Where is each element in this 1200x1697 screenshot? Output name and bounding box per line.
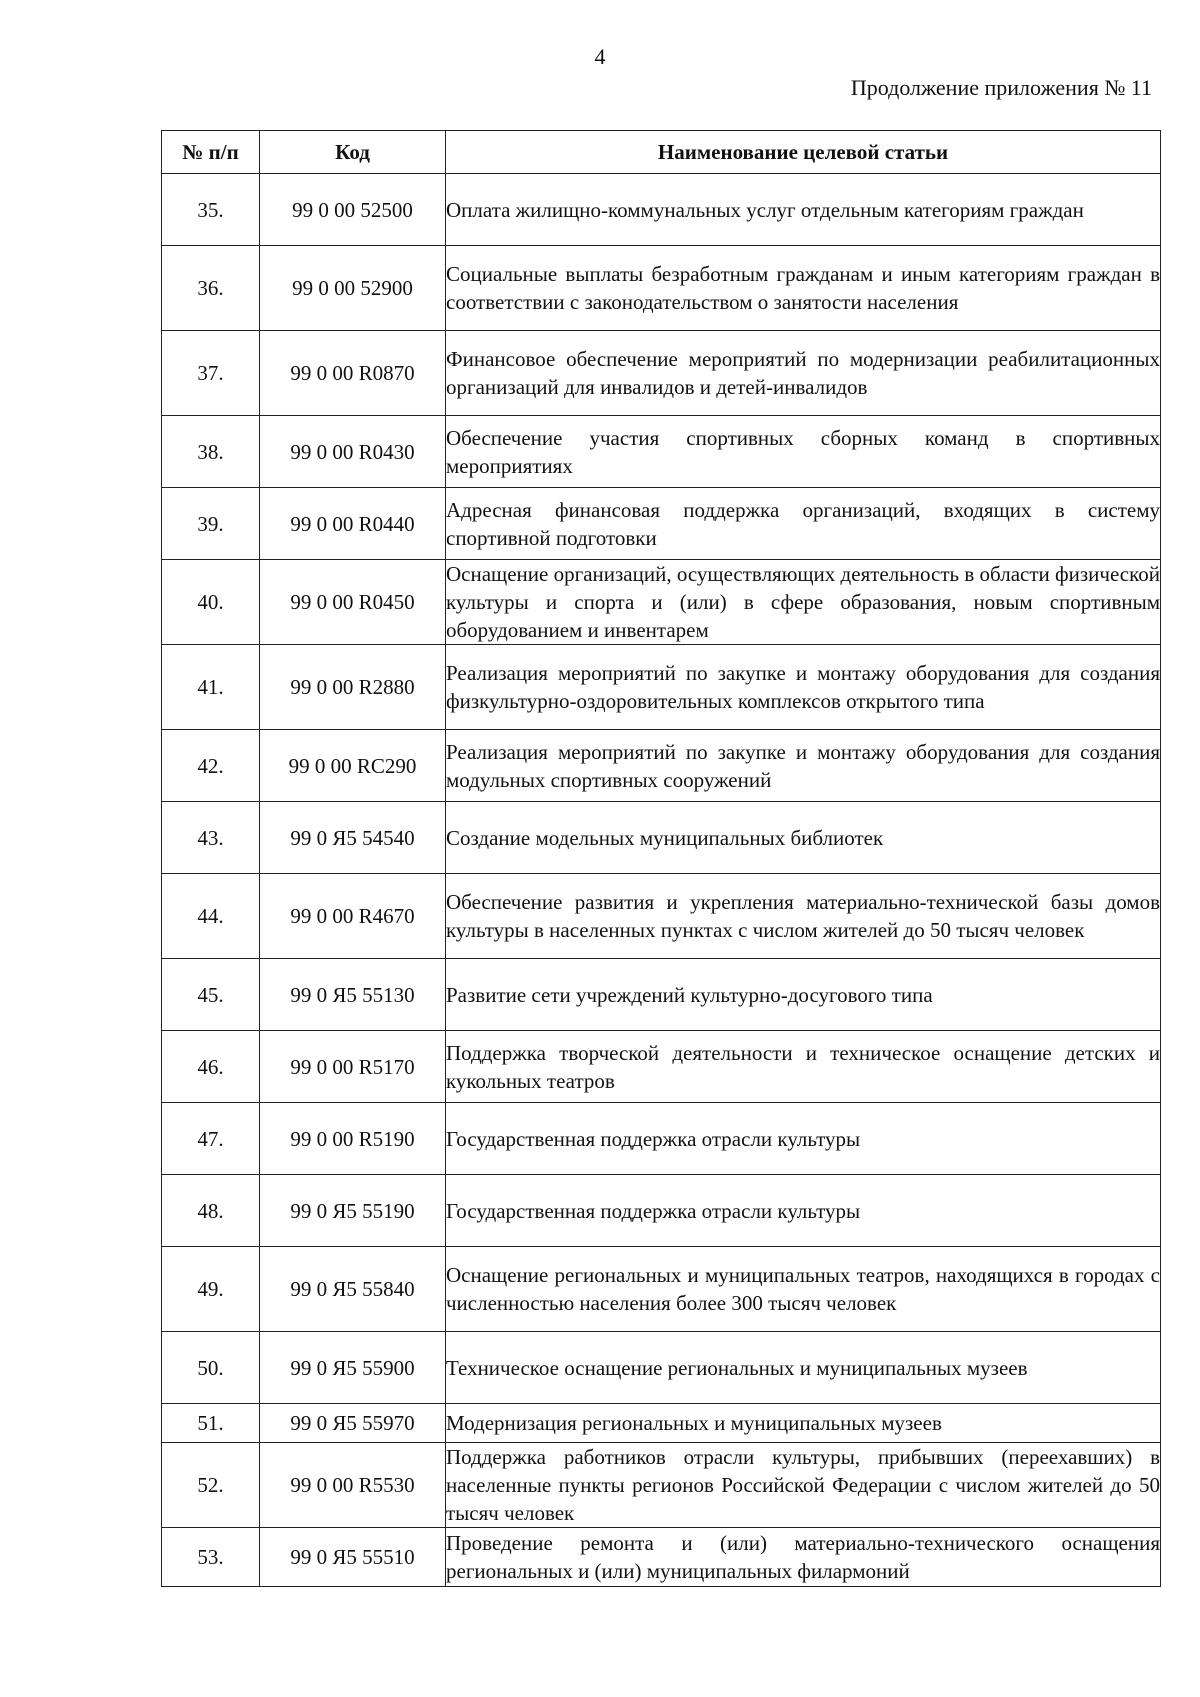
header-code: Код	[260, 131, 446, 174]
row-number: 38.	[162, 416, 260, 488]
row-name: Проведение ремонта и (или) материально-технического оснащения региональных и (или) муниципальных филармоний	[446, 1528, 1161, 1587]
row-name: Техническое оснащение региональных и муниципальных музеев	[446, 1332, 1161, 1404]
row-code: 99 0 00 R2880	[260, 645, 446, 730]
row-number: 36.	[162, 246, 260, 331]
row-number: 48.	[162, 1175, 260, 1247]
row-name: Адресная финансовая поддержка организаций, входящих в систему спортивной подготовки	[446, 488, 1161, 560]
row-number: 45.	[162, 959, 260, 1031]
row-name: Поддержка творческой деятельности и техническое оснащение детских и кукольных театров	[446, 1031, 1161, 1103]
row-number: 51.	[162, 1404, 260, 1443]
target-articles-table	[161, 130, 1161, 1587]
row-number: 53.	[162, 1528, 260, 1587]
appendix-continuation-title: Продолжение приложения № 11	[850, 75, 1152, 100]
table-row	[162, 802, 1161, 874]
table-header-row	[162, 131, 1161, 174]
row-code: 99 0 00 52500	[260, 174, 446, 246]
row-name: Социальные выплаты безработным гражданам и иным категориям граждан в соответствии с законодательством о занятости населения	[446, 246, 1161, 331]
table-row	[162, 1332, 1161, 1404]
row-code: 99 0 Я5 55510	[260, 1528, 446, 1587]
row-name: Оснащение региональных и муниципальных театров, находящихся в городах с численностью населения более 300 тысяч человек	[446, 1247, 1161, 1332]
row-name: Поддержка работников отрасли культуры, прибывших (переехавших) в населенные пункты регионов Российской Федерации с числом жителей до 50 тысяч человек	[446, 1443, 1161, 1528]
table-row	[162, 1443, 1161, 1528]
row-name: Обеспечение участия спортивных сборных команд в спортивных мероприятиях	[446, 416, 1161, 488]
header-name: Наименование целевой статьи	[446, 131, 1161, 174]
row-name: Создание модельных муниципальных библиотек	[446, 802, 1161, 874]
table-row	[162, 174, 1161, 246]
row-number: 46.	[162, 1031, 260, 1103]
row-number: 37.	[162, 331, 260, 416]
table-row	[162, 488, 1161, 560]
row-number: 44.	[162, 874, 260, 959]
table-row	[162, 959, 1161, 1031]
row-code: 99 0 00 R5190	[260, 1103, 446, 1175]
row-code: 99 0 00 52900	[260, 246, 446, 331]
row-name: Финансовое обеспечение мероприятий по модернизации реабилитационных организаций для инвалидов и детей-инвалидов	[446, 331, 1161, 416]
table-row	[162, 730, 1161, 802]
table-row	[162, 1175, 1161, 1247]
row-name: Реализация мероприятий по закупке и монтажу оборудования для создания модульных спортивных сооружений	[446, 730, 1161, 802]
row-name: Оснащение организаций, осуществляющих деятельность в области физической культуры и спорта и (или) в сфере образования, новым спортивным оборудованием и инвентарем	[446, 560, 1161, 645]
row-number: 50.	[162, 1332, 260, 1404]
table-row	[162, 331, 1161, 416]
table-row	[162, 1031, 1161, 1103]
table-row	[162, 416, 1161, 488]
table-row	[162, 1404, 1161, 1443]
row-code: 99 0 Я5 55970	[260, 1404, 446, 1443]
row-name: Реализация мероприятий по закупке и монтажу оборудования для создания физкультурно-оздоровительных комплексов открытого типа	[446, 645, 1161, 730]
row-name: Оплата жилищно-коммунальных услуг отдельным категориям граждан	[446, 174, 1161, 246]
page-number: 4	[594, 44, 606, 69]
row-number: 42.	[162, 730, 260, 802]
row-number: 35.	[162, 174, 260, 246]
table-row	[162, 560, 1161, 645]
table-row	[162, 1528, 1161, 1587]
row-number: 41.	[162, 645, 260, 730]
row-code: 99 0 00 R0440	[260, 488, 446, 560]
row-number: 39.	[162, 488, 260, 560]
row-name: Модернизация региональных и муниципальных музеев	[446, 1404, 1161, 1443]
row-name: Развитие сети учреждений культурно-досугового типа	[446, 959, 1161, 1031]
row-code: 99 0 Я5 55130	[260, 959, 446, 1031]
row-code: 99 0 Я5 55840	[260, 1247, 446, 1332]
row-number: 40.	[162, 560, 260, 645]
table-row	[162, 1247, 1161, 1332]
row-code: 99 0 00 RC290	[260, 730, 446, 802]
table-row	[162, 246, 1161, 331]
row-code: 99 0 Я5 54540	[260, 802, 446, 874]
row-code: 99 0 00 R4670	[260, 874, 446, 959]
row-name: Обеспечение развития и укрепления материально-технической базы домов культуры в населенных пунктах с числом жителей до 50 тысяч человек	[446, 874, 1161, 959]
row-code: 99 0 00 R5170	[260, 1031, 446, 1103]
table-row	[162, 645, 1161, 730]
row-number: 49.	[162, 1247, 260, 1332]
row-number: 47.	[162, 1103, 260, 1175]
row-code: 99 0 Я5 55900	[260, 1332, 446, 1404]
row-name: Государственная поддержка отрасли культуры	[446, 1175, 1161, 1247]
row-code: 99 0 00 R0450	[260, 560, 446, 645]
row-code: 99 0 00 R0430	[260, 416, 446, 488]
row-code: 99 0 Я5 55190	[260, 1175, 446, 1247]
row-code: 99 0 00 R0870	[260, 331, 446, 416]
row-number: 43.	[162, 802, 260, 874]
row-number: 52.	[162, 1443, 260, 1528]
row-name: Государственная поддержка отрасли культуры	[446, 1103, 1161, 1175]
table-row	[162, 874, 1161, 959]
table-row	[162, 1103, 1161, 1175]
row-code: 99 0 00 R5530	[260, 1443, 446, 1528]
header-number: № п/п	[162, 131, 260, 174]
